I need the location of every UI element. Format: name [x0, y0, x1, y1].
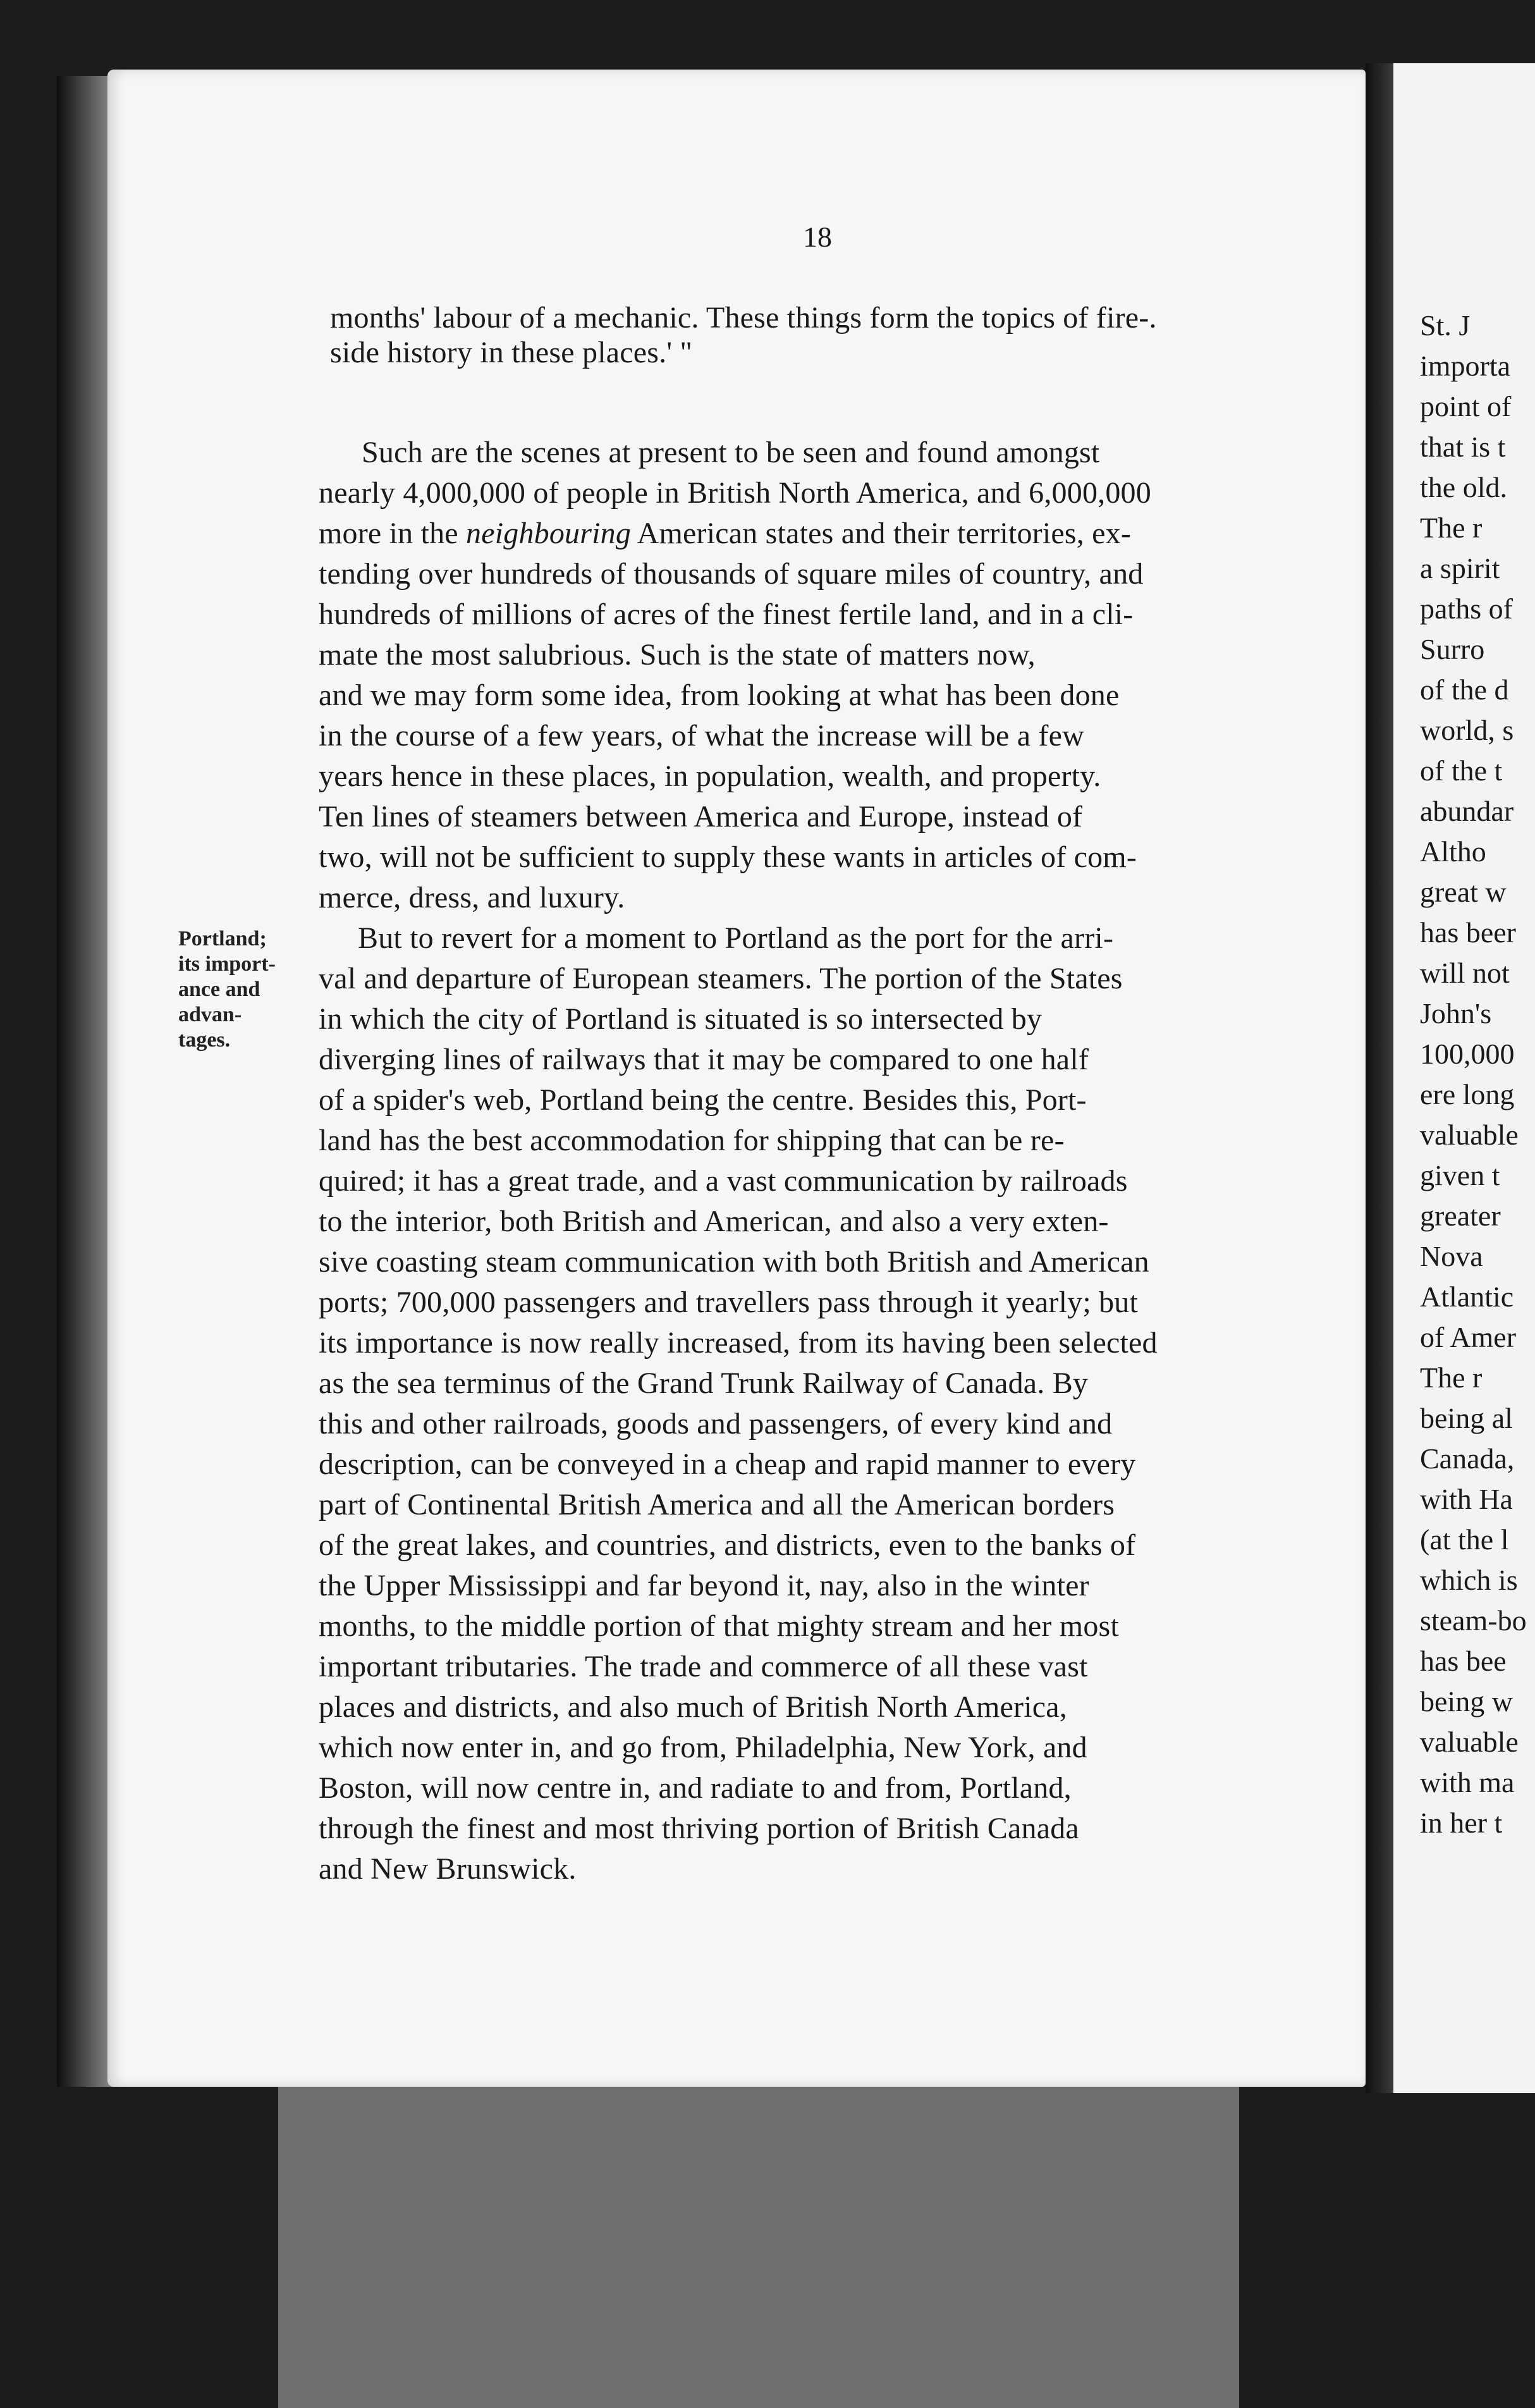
inline-text: American states and their territories, ex- [637, 517, 1132, 550]
body-text-line: nearly 4,000,000 of people in British North America, and 6,000,000 [319, 476, 1151, 510]
body-text-line: which now enter in, and go from, Philadelphia, New York, and [319, 1731, 1087, 1764]
body-text-line: mate the most salubrious. Such is the state of matters now, [319, 638, 1036, 672]
body-text-line: description, can be conveyed in a cheap and rapid manner to every [319, 1447, 1136, 1481]
scan-background [278, 2080, 1239, 2408]
facing-page-line: being w [1420, 1685, 1513, 1717]
facing-page-line: importa [1420, 350, 1511, 382]
facing-page-line: a spirit [1420, 552, 1500, 584]
body-text-line: diverging lines of railways that it may be compared to one half [319, 1043, 1089, 1076]
body-text-line: val and departure of European steamers. The portion of the States [319, 962, 1123, 995]
page-number: 18 [803, 221, 832, 253]
body-text-line: in which the city of Portland is situated is so intersected by [319, 1002, 1043, 1036]
margin-note-line: ance and [178, 978, 260, 1001]
body-text-line: side history in these places.' " [330, 336, 693, 369]
facing-page-line: with Ha [1420, 1483, 1513, 1515]
body-text-line: of the great lakes, and countries, and districts, even to the banks of [319, 1528, 1136, 1562]
body-text-line: the Upper Mississippi and far beyond it, nay, also in the winter [319, 1569, 1089, 1602]
facing-page-line: given t [1420, 1159, 1500, 1191]
facing-page-line: paths of [1420, 593, 1513, 625]
facing-page-line: that is t [1420, 431, 1506, 463]
facing-page-line: The r [1420, 1361, 1483, 1394]
facing-page-line: will not [1420, 957, 1510, 989]
body-text-line: and we may form some idea, from looking at what has been done [319, 679, 1120, 712]
margin-note-line: Portland; [178, 927, 267, 950]
body-text-line: hundreds of millions of acres of the finest fertile land, and in a cli- [319, 598, 1134, 631]
margin-note-line: advan- [178, 1003, 242, 1026]
margin-note-line: tages. [178, 1028, 231, 1052]
body-text-line: of a spider's web, Portland being the centre. Besides this, Port- [319, 1083, 1087, 1117]
facing-page-line: world, s [1420, 714, 1514, 746]
body-text-line: ports; 700,000 passengers and travellers pass through it yearly; but [319, 1286, 1139, 1319]
body-text-line: in the course of a few years, of what the increase will be a few [319, 719, 1084, 752]
body-text-line: months, to the middle portion of that mighty stream and her most [319, 1609, 1119, 1643]
facing-page-line: being al [1420, 1402, 1513, 1434]
body-text-line: as the sea terminus of the Grand Trunk Railway of Canada. By [319, 1367, 1089, 1400]
body-text-line: through the finest and most thriving portion of British Canada [319, 1812, 1079, 1845]
body-text-line [319, 516, 1131, 551]
facing-page-line: ere long [1420, 1078, 1515, 1110]
facing-page-line: Nova [1420, 1240, 1483, 1272]
inline-text: more in the [319, 517, 458, 550]
body-text-line: part of Continental British America and all the American borders [319, 1488, 1115, 1521]
facing-page-line: (at the l [1420, 1523, 1509, 1556]
facing-page-line: Atlantic [1420, 1281, 1514, 1313]
body-text-line: this and other railroads, goods and passengers, of every kind and [319, 1407, 1113, 1440]
facing-page-line: has beer [1420, 916, 1516, 949]
facing-page-line: Altho [1420, 835, 1486, 868]
facing-page-line: valuable [1420, 1726, 1519, 1758]
facing-page-line: The r [1420, 512, 1483, 544]
facing-page-line: Surro [1420, 633, 1485, 665]
body-text-line: quired; it has a great trade, and a vast communication by railroads [319, 1164, 1128, 1198]
book-gutter [1366, 63, 1393, 2093]
book-spine [57, 76, 114, 2087]
facing-page [1393, 63, 1535, 2093]
body-text-line: Such are the scenes at present to be seen and found amongst [362, 436, 1100, 469]
facing-page-line: the old. [1420, 471, 1507, 503]
facing-page-line: 100,000 [1420, 1038, 1515, 1070]
body-text-line: two, will not be sufficient to supply these wants in articles of com- [319, 840, 1137, 874]
body-text-line: years hence in these places, in population, wealth, and property. [319, 759, 1101, 793]
body-text-line: its importance is now really increased, from its having been selected [319, 1326, 1158, 1360]
body-text-line: tending over hundreds of thousands of square miles of country, and [319, 557, 1144, 591]
facing-page-line: Canada, [1420, 1442, 1515, 1475]
facing-page-line: great w [1420, 876, 1507, 908]
facing-page-line: abundar [1420, 795, 1514, 827]
facing-page-line: of Amer [1420, 1321, 1517, 1353]
body-text-line: Ten lines of steamers between America and Europe, instead of [319, 800, 1083, 833]
facing-page-line: with ma [1420, 1766, 1515, 1798]
facing-page-line: valuable [1420, 1119, 1519, 1151]
facing-page-line: point of [1420, 390, 1512, 422]
facing-page-line: of the d [1420, 673, 1509, 706]
facing-page-line: St. J [1420, 309, 1471, 341]
body-text-line: to the interior, both British and American, and also a very exten- [319, 1205, 1109, 1238]
body-text-line: places and districts, and also much of British North America, [319, 1690, 1067, 1724]
body-text-line: important tributaries. The trade and commerce of all these vast [319, 1650, 1088, 1683]
facing-page-line: steam-bo [1420, 1604, 1527, 1637]
facing-page-line: John's [1420, 997, 1492, 1029]
body-text-line: Boston, will now centre in, and radiate to and from, Portland, [319, 1771, 1072, 1805]
body-text-line: land has the best accommodation for shipping that can be re- [319, 1124, 1065, 1157]
margin-note-line: its import- [178, 952, 276, 976]
facing-page-line: of the t [1420, 754, 1503, 787]
body-text-line: But to revert for a moment to Portland as the port for the arri- [358, 921, 1114, 955]
body-text-line: and New Brunswick. [319, 1852, 577, 1886]
italic-word: neighbouring [466, 517, 632, 550]
facing-page-line: in her t [1420, 1807, 1503, 1839]
facing-page-line: which is [1420, 1564, 1518, 1596]
body-text-line: months' labour of a mechanic. These things form the topics of fire-. [330, 301, 1157, 335]
facing-page-line: greater [1420, 1200, 1501, 1232]
facing-page-line: has bee [1420, 1645, 1507, 1677]
body-text-line: merce, dress, and luxury. [319, 881, 625, 914]
body-text-line: sive coasting steam communication with both British and American [319, 1245, 1149, 1279]
